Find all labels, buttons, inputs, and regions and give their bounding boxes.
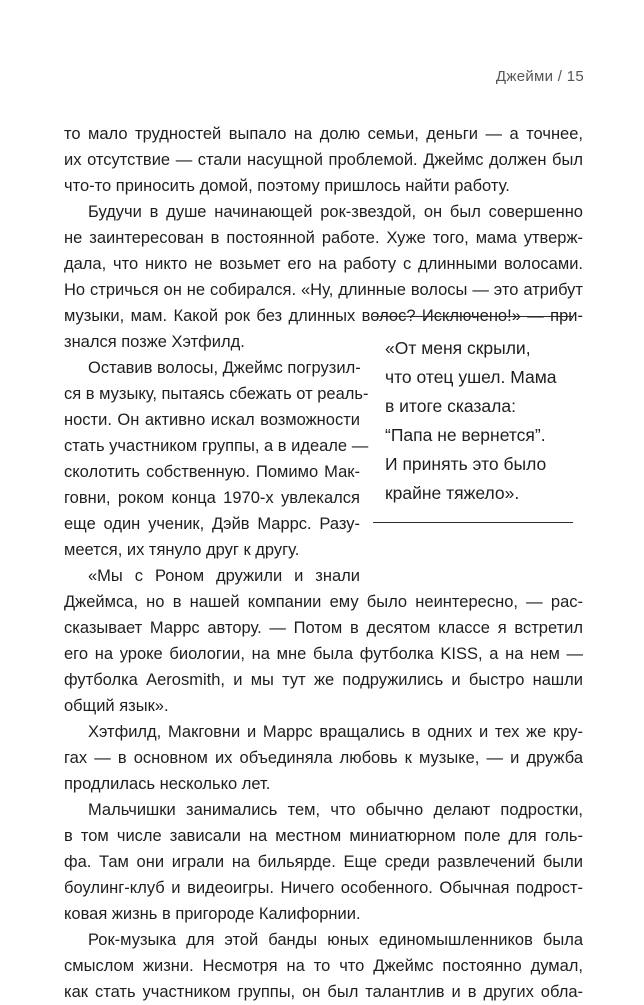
- pull-quote-line: что отец ушел. Мама: [385, 367, 557, 387]
- running-header: Джейми / 15: [495, 68, 584, 85]
- body-line: говни, роком конца 1970-х увлекался: [64, 489, 360, 507]
- body-line: знался позже Хэтфилд.: [64, 333, 245, 351]
- body-line: музыки, мам. Какой рок без длинных волос? Исключено!» — при-: [64, 307, 583, 325]
- body-line: Будучи в душе начинающей рок-звездой, он был совершенно: [88, 203, 583, 221]
- body-line: дала, что никто не возьмет его на работу с длинными волосами.: [64, 255, 583, 273]
- body-line: их отсутствие — стали насущной проблемой. Джеймс должен был: [64, 151, 583, 169]
- body-line: «Мы с Роном дружили и знали: [88, 567, 360, 585]
- pull-quote-line: И принять это было: [385, 454, 547, 474]
- body-line: то мало трудностей выпало на долю семьи, деньги — а точнее,: [64, 125, 583, 143]
- body-line: Но стричься он не собирался. «Ну, длинные волосы — это атрибут: [64, 281, 583, 299]
- body-line: его на уроке биологии, на мне была футболка KISS, а на нем —: [64, 645, 583, 663]
- body-line: как стать участником группы, он был талантлив и в других обла-: [64, 983, 583, 1001]
- body-line: общий язык».: [64, 697, 169, 715]
- body-line: ности. Он активно искал возможности: [64, 411, 360, 429]
- body-line: в том числе зависали на местном миниатюрном поле для голь-: [64, 827, 583, 845]
- body-line: Джеймса, но в нашей компании ему было неинтересно, — рас-: [64, 593, 583, 611]
- body-line: Мальчишки занимались тем, что обычно делают подростки,: [88, 801, 583, 819]
- body-line: ковая жизнь в пригороде Калифорнии.: [64, 905, 361, 923]
- body-line: меется, их тянуло друг к другу.: [64, 541, 300, 559]
- pull-quote-top-rule: [373, 316, 573, 317]
- body-line: Хэтфилд, Макговни и Маррс вращались в одних и тех же кру-: [88, 723, 583, 741]
- pull-quote-line: “Папа не вернется”.: [385, 425, 546, 445]
- body-line: ся в музыку, пытаясь сбежать от реаль-: [64, 385, 369, 403]
- pull-quote-line: в итоге сказала:: [385, 396, 516, 416]
- body-line: что-то приносить домой, поэтому пришлось найти работу.: [64, 177, 510, 195]
- body-line: сказывает Маррс автору. — Потом в десятом классе я встретил: [64, 619, 583, 637]
- pull-quote-line: «От меня скрыли,: [385, 338, 531, 358]
- body-line: продлилась несколько лет.: [64, 775, 271, 793]
- body-line: гах — в основном их объединяла любовь к музыке, — и дружба: [64, 749, 583, 767]
- body-line: футболка Aerosmith, и мы тут же подружились и быстро нашли: [64, 671, 583, 689]
- body-line: фа. Там они играли на бильярде. Еще среди развлечений были: [64, 853, 583, 871]
- body-line: стать участником группы, а в идеале —: [64, 437, 369, 455]
- pull-quote-bottom-rule: [373, 522, 573, 523]
- body-line: боулинг-клуб и видеоигры. Ничего особенного. Обычная подрост-: [64, 879, 583, 897]
- body-line: еще один ученик, Дэйв Маррс. Разу-: [64, 515, 360, 533]
- body-line: Оставив волосы, Джеймс погрузил-: [88, 359, 361, 377]
- pull-quote-line: крайне тяжело».: [385, 483, 520, 503]
- body-line: смыслом жизни. Несмотря на то что Джеймс постоянно думал,: [64, 957, 583, 975]
- body-line: не заинтересован в постоянной работе. Хуже того, мама утверж-: [64, 229, 583, 247]
- body-line: сколотить собственную. Помимо Мак-: [64, 463, 360, 481]
- body-line: Рок-музыка для этой банды юных единомышленников была: [88, 931, 583, 949]
